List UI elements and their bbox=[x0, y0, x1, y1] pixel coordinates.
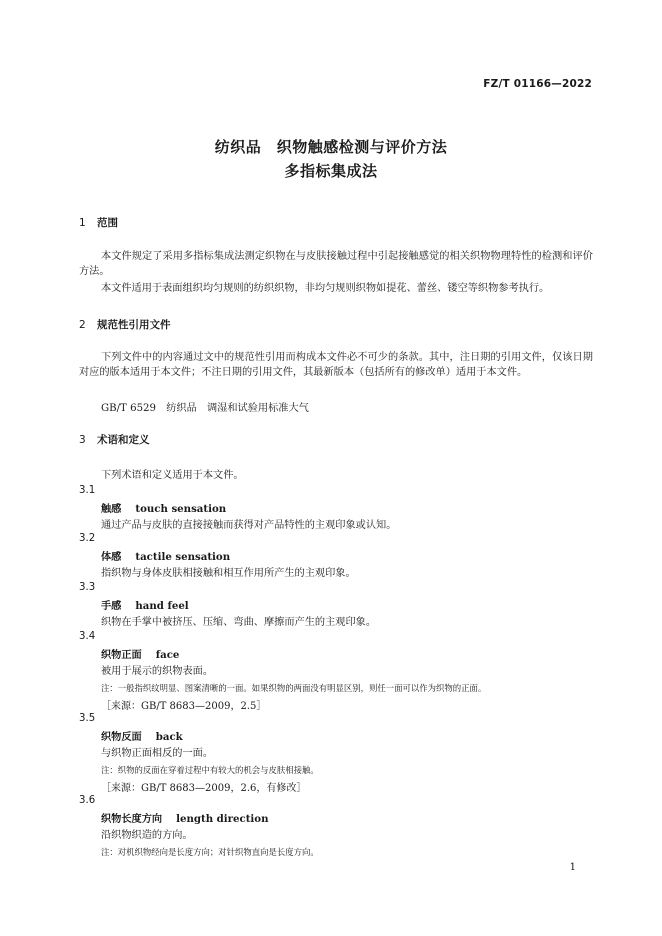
section-title: 规范性引用文件 bbox=[97, 319, 171, 331]
document-subtitle: 多指标集成法 bbox=[284, 162, 378, 180]
section-heading-terms bbox=[79, 432, 150, 447]
term-en: tactile sensation bbox=[135, 551, 231, 563]
term-definition: 通过产品与皮肤的直接接触而获得对产品特性的主观印象或认知。 bbox=[101, 520, 397, 531]
section-heading-scope bbox=[79, 215, 118, 230]
term-touch-sensation bbox=[101, 500, 226, 515]
references-paragraph: 下列文件中的内容通过文中的规范性引用而构成本文件必不可少的条款。其中，注日期的引用文件，仅该日期对应的版本适用于本文件；不注日期的引用文件，其最新版本（包括所有的修改单）适用于本文件。 bbox=[79, 352, 593, 378]
term-face bbox=[101, 646, 179, 661]
term-note: 注：织物的反面在穿着过程中有较大的机会与皮肤相接触。 bbox=[101, 765, 319, 775]
term-source: ［来源：GB/T 8683—2009，2.5］ bbox=[101, 701, 267, 712]
term-zh: 织物长度方向 bbox=[101, 814, 163, 825]
term-number: 3.6 bbox=[79, 795, 96, 806]
section-number: 3 bbox=[79, 434, 86, 446]
term-hand-feel bbox=[101, 597, 189, 612]
term-note: 注：对机织物经向是长度方向；对针织物直向是长度方向。 bbox=[101, 847, 319, 857]
term-tactile-sensation bbox=[101, 548, 230, 563]
term-definition: 指织物与身体皮肤相接触和相互作用所产生的主观印象。 bbox=[101, 568, 356, 579]
document-title: 纺织品 织物触感检测与评价方法 bbox=[214, 138, 448, 156]
section-number: 2 bbox=[79, 319, 86, 331]
terms-intro: 下列术语和定义适用于本文件。 bbox=[101, 470, 244, 481]
term-en: hand feel bbox=[135, 600, 189, 612]
section-heading-normative-references bbox=[79, 317, 171, 332]
term-en: length direction bbox=[176, 813, 269, 825]
term-zh: 手感 bbox=[101, 601, 122, 612]
term-en: face bbox=[155, 649, 180, 661]
term-en: back bbox=[155, 731, 183, 743]
term-number: 3.2 bbox=[79, 533, 96, 544]
term-definition: 织物在手掌中被挤压、压缩、弯曲、摩擦而产生的主观印象。 bbox=[101, 617, 377, 628]
term-note: 注：一般指织纹明显、图案清晰的一面。如果织物的两面没有明显区别，则任一面可以作为织物的正面。 bbox=[101, 683, 487, 693]
term-number: 3.4 bbox=[79, 631, 96, 642]
term-number: 3.3 bbox=[79, 582, 96, 593]
term-zh: 织物正面 bbox=[101, 650, 142, 661]
term-definition: 沿织物织造的方向。 bbox=[101, 830, 193, 841]
term-definition: 被用于展示的织物表面。 bbox=[101, 666, 214, 677]
term-length-direction bbox=[101, 810, 269, 825]
page-number: 1 bbox=[569, 862, 576, 873]
term-zh: 触感 bbox=[101, 504, 122, 515]
term-back bbox=[101, 728, 183, 743]
term-source: ［来源：GB/T 8683—2009，2.6，有修改］ bbox=[101, 783, 307, 794]
scope-paragraph-2: 本文件适用于表面组织均匀规则的纺织织物，非均匀规则织物如提花、蕾丝、镂空等织物参考执行。 bbox=[101, 283, 550, 294]
term-definition: 与织物正面相反的一面。 bbox=[101, 748, 214, 759]
reference-item: GB/T 6529 纺织品 调湿和试验用标准大气 bbox=[101, 403, 309, 414]
term-en: touch sensation bbox=[135, 503, 227, 515]
term-number: 3.5 bbox=[79, 713, 96, 724]
standard-number: FZ/T 01166—2022 bbox=[483, 78, 592, 90]
term-zh: 体感 bbox=[101, 552, 122, 563]
term-number: 3.1 bbox=[79, 485, 96, 496]
scope-paragraph-1: 本文件规定了采用多指标集成法测定织物在与皮肤接触过程中引起接触感觉的相关织物物理特性的检测和评价方法。 bbox=[79, 251, 593, 277]
section-number: 1 bbox=[79, 217, 86, 229]
term-zh: 织物反面 bbox=[101, 732, 142, 743]
section-title: 范围 bbox=[97, 217, 118, 229]
section-title: 术语和定义 bbox=[97, 434, 150, 446]
